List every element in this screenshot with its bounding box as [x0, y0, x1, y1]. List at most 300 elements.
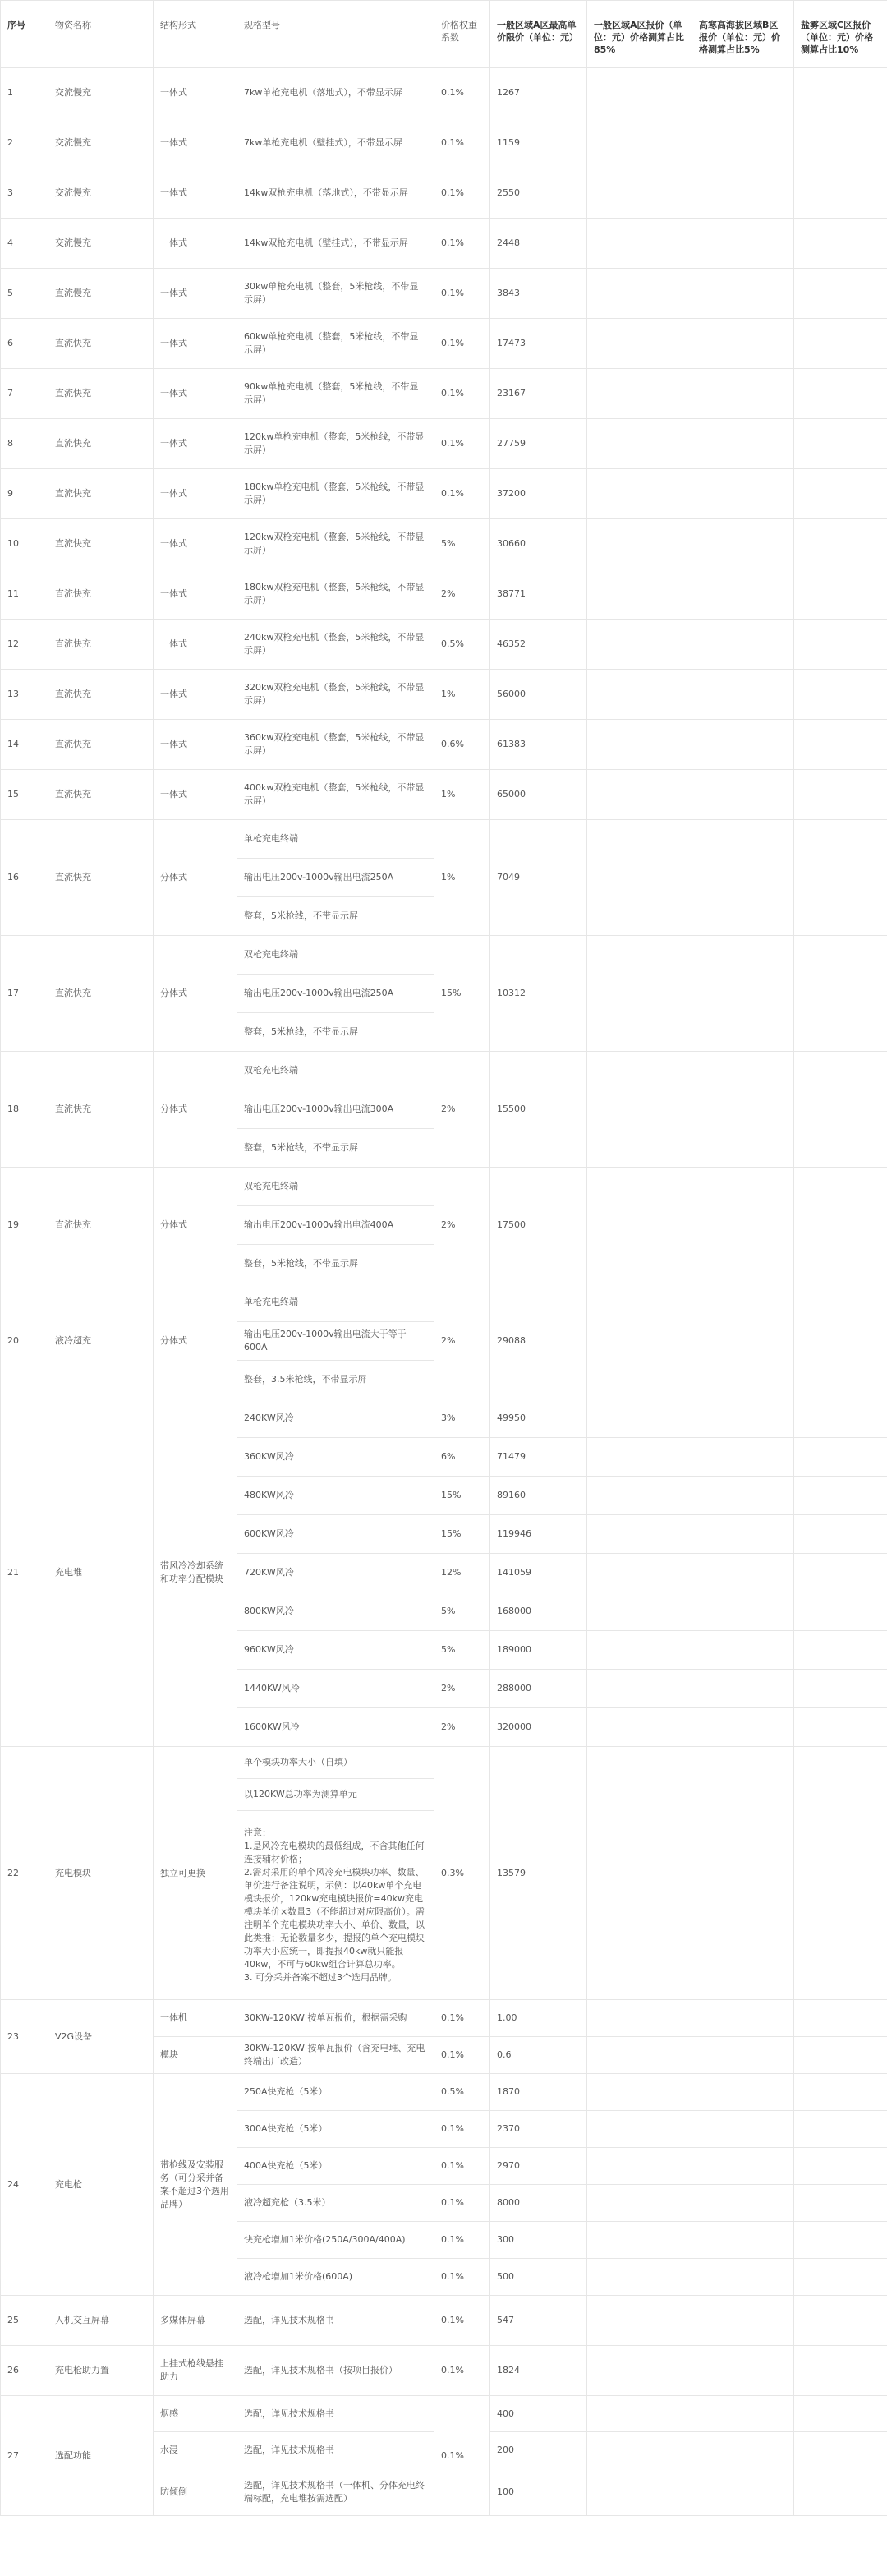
row-weight: 0.1% [434, 2396, 490, 2516]
table-row [1, 936, 887, 975]
table-row [1, 168, 887, 219]
row-spec: 90kw单枪充电机（整套，5米枪线，不带显示屏） [237, 369, 434, 419]
price-c-cell [794, 2259, 887, 2296]
row-index: 24 [1, 2074, 48, 2296]
price-a-cell [587, 2148, 692, 2185]
price-b-cell [692, 1168, 794, 1283]
price-a-cell [587, 319, 692, 369]
price-b-cell [692, 2468, 794, 2516]
price-c-cell [794, 2432, 887, 2468]
row-spec: 30KW-120KW 按单瓦报价，根据需采购 [237, 2000, 434, 2037]
price-c-cell [794, 1708, 887, 1747]
row-structure: 一体式 [154, 569, 237, 620]
row-index: 12 [1, 620, 48, 670]
row-spec: 整套，5米枪线，不带显示屏 [237, 1129, 434, 1168]
row-price-limit: 1870 [490, 2074, 587, 2111]
row-name: 直流快充 [48, 1168, 154, 1283]
price-b-cell [692, 2396, 794, 2432]
price-b-cell [692, 670, 794, 720]
row-index: 4 [1, 219, 48, 269]
table-row [1, 68, 887, 118]
row-index: 5 [1, 269, 48, 319]
row-spec: 双枪充电终端 [237, 1168, 434, 1206]
row-spec: 输出电压200v-1000v输出电流300A [237, 1090, 434, 1129]
row-structure: 带风冷冷却系统和功率分配模块 [154, 1399, 237, 1747]
price-b-cell [692, 2111, 794, 2148]
row-weight: 2% [434, 1670, 490, 1708]
row-price-limit: 89160 [490, 1477, 587, 1515]
table-row [1, 419, 887, 469]
row-spec: 600KW风冷 [237, 1515, 434, 1554]
price-b-cell [692, 2037, 794, 2074]
row-price-limit: 65000 [490, 770, 587, 820]
row-spec: 720KW风冷 [237, 1554, 434, 1592]
row-weight: 0.1% [434, 219, 490, 269]
row-name: 交流慢充 [48, 168, 154, 219]
row-price-limit: 29088 [490, 1283, 587, 1399]
price-a-cell [587, 469, 692, 519]
price-a-cell [587, 1052, 692, 1168]
row-weight: 0.1% [434, 319, 490, 369]
row-index: 21 [1, 1399, 48, 1747]
price-b-cell [692, 2185, 794, 2222]
row-spec: 单枪充电终端 [237, 1283, 434, 1322]
row-structure: 带枪线及安装服务（可分采并备案不超过3个选用品牌） [154, 2074, 237, 2296]
row-spec: 选配，详见技术规格书（一体机、分体充电终端标配，充电堆按需选配） [237, 2468, 434, 2516]
price-a-cell [587, 1592, 692, 1631]
row-price-limit: 0.6 [490, 2037, 587, 2074]
row-weight: 1% [434, 820, 490, 936]
price-c-cell [794, 1438, 887, 1477]
row-index: 6 [1, 319, 48, 369]
price-b-cell [692, 419, 794, 469]
row-price-limit: 288000 [490, 1670, 587, 1708]
price-c-cell [794, 670, 887, 720]
row-structure: 一体式 [154, 219, 237, 269]
row-structure: 一体式 [154, 770, 237, 820]
row-weight: 1% [434, 670, 490, 720]
price-b-cell [692, 369, 794, 419]
row-weight: 15% [434, 1477, 490, 1515]
price-a-cell [587, 1399, 692, 1438]
price-b-cell [692, 219, 794, 269]
price-b-cell [692, 2074, 794, 2111]
row-index: 1 [1, 68, 48, 118]
row-price-limit: 3843 [490, 269, 587, 319]
row-price-limit: 200 [490, 2432, 587, 2468]
price-a-cell [587, 2037, 692, 2074]
price-a-cell [587, 2111, 692, 2148]
price-c-cell [794, 569, 887, 620]
row-weight: 2% [434, 1052, 490, 1168]
row-price-limit: 15500 [490, 1052, 587, 1168]
price-c-cell [794, 2346, 887, 2396]
price-b-cell [692, 620, 794, 670]
table-row [1, 770, 887, 820]
price-c-cell [794, 469, 887, 519]
table-row [1, 519, 887, 569]
header-spec: 规格型号 [237, 1, 434, 68]
table-row [1, 720, 887, 770]
row-spec: 320kw双枪充电机（整套，5米枪线，不带显示屏） [237, 670, 434, 720]
row-price-limit: 10312 [490, 936, 587, 1052]
row-price-limit: 2448 [490, 219, 587, 269]
row-price-limit: 1824 [490, 2346, 587, 2396]
row-price-limit: 168000 [490, 1592, 587, 1631]
table-row [1, 1747, 887, 1779]
row-index: 13 [1, 670, 48, 720]
price-c-cell [794, 820, 887, 936]
row-name: 交流慢充 [48, 68, 154, 118]
row-spec: 输出电压200v-1000v输出电流250A [237, 859, 434, 897]
row-index: 9 [1, 469, 48, 519]
row-weight: 15% [434, 936, 490, 1052]
price-c-cell [794, 2396, 887, 2432]
row-spec: 300A快充枪（5米） [237, 2111, 434, 2148]
price-a-cell [587, 2296, 692, 2346]
row-index: 10 [1, 519, 48, 569]
price-b-cell [692, 2222, 794, 2259]
price-c-cell [794, 2468, 887, 2516]
header-weight: 价格权重系数 [434, 1, 490, 68]
price-a-cell [587, 1168, 692, 1283]
row-spec: 240kw双枪充电机（整套，5米枪线，不带显示屏） [237, 620, 434, 670]
price-b-cell [692, 269, 794, 319]
header-row [1, 1, 887, 68]
price-b-cell [692, 1477, 794, 1515]
header-price-b: 高寒高海拔区域B区报价（单位：元）价格测算占比5% [692, 1, 794, 68]
price-a-cell [587, 2346, 692, 2396]
row-name: 直流快充 [48, 419, 154, 469]
table-row [1, 369, 887, 419]
row-structure: 一体式 [154, 469, 237, 519]
header-price-c: 盐雾区域C区报价（单位：元）价格测算占比10% [794, 1, 887, 68]
row-spec: 7kw单枪充电机（落地式），不带显示屏 [237, 68, 434, 118]
row-weight: 15% [434, 1515, 490, 1554]
price-c-cell [794, 2148, 887, 2185]
row-spec: 480KW风冷 [237, 1477, 434, 1515]
row-structure: 一体式 [154, 419, 237, 469]
row-price-limit: 1.00 [490, 2000, 587, 2037]
row-price-limit: 1159 [490, 118, 587, 168]
row-spec: 以120KW总功率为测算单元 [237, 1779, 434, 1811]
price-c-cell [794, 2037, 887, 2074]
row-price-limit: 49950 [490, 1399, 587, 1438]
row-structure: 水浸 [154, 2432, 237, 2468]
row-price-limit: 141059 [490, 1554, 587, 1592]
row-weight: 6% [434, 1438, 490, 1477]
row-structure: 一体式 [154, 118, 237, 168]
row-weight: 2% [434, 1283, 490, 1399]
row-weight: 0.1% [434, 2148, 490, 2185]
price-b-cell [692, 519, 794, 569]
row-weight: 0.1% [434, 2346, 490, 2396]
price-b-cell [692, 770, 794, 820]
table-row [1, 1168, 887, 1206]
price-b-cell [692, 1052, 794, 1168]
price-c-cell [794, 1554, 887, 1592]
row-price-limit: 7049 [490, 820, 587, 936]
row-spec: 250A快充枪（5米） [237, 2074, 434, 2111]
row-weight: 0.1% [434, 419, 490, 469]
row-structure: 上挂式枪线悬挂助力 [154, 2346, 237, 2396]
price-c-cell [794, 620, 887, 670]
row-weight: 0.1% [434, 168, 490, 219]
row-index: 19 [1, 1168, 48, 1283]
row-weight: 0.1% [434, 2037, 490, 2074]
row-spec: 14kw双枪充电机（落地式），不带显示屏 [237, 168, 434, 219]
price-a-cell [587, 1631, 692, 1670]
row-weight: 5% [434, 1631, 490, 1670]
row-spec: 整套，5米枪线，不带显示屏 [237, 897, 434, 936]
price-b-cell [692, 2346, 794, 2396]
price-c-cell [794, 419, 887, 469]
row-spec: 注意： 1.是风冷充电模块的最低组成，不含其他任何连接辅材价格； 2.需对采用的单个风冷充电模块功率、数量、单价进行备注说明，示例：以40kw单个充电模块报价，120kw充电模块报价=40kw充电模块单价×数量3（不能超过对应限高价）。需注明单个充电模块功率大小、单价、数量，以此类推；无论数量多少，提报的单个充电模块功率大小应统一，即提报40kw就只能报40kw，不可与60kw组合计算总功率。 3. 可分采并备案不超过3个选用品牌。 [237, 1811, 434, 2000]
price-b-cell [692, 1592, 794, 1631]
table-row [1, 2074, 887, 2111]
price-b-cell [692, 936, 794, 1052]
price-c-cell [794, 269, 887, 319]
row-name: 直流慢充 [48, 269, 154, 319]
row-weight: 0.1% [434, 118, 490, 168]
price-c-cell [794, 519, 887, 569]
table-row [1, 2346, 887, 2396]
row-price-limit: 23167 [490, 369, 587, 419]
price-b-cell [692, 319, 794, 369]
price-c-cell [794, 720, 887, 770]
row-spec: 240KW风冷 [237, 1399, 434, 1438]
table-row [1, 820, 887, 859]
price-a-cell [587, 118, 692, 168]
row-index: 22 [1, 1747, 48, 2000]
row-spec: 整套，3.5米枪线，不带显示屏 [237, 1361, 434, 1399]
price-c-cell [794, 2222, 887, 2259]
row-name: 直流快充 [48, 936, 154, 1052]
row-name: 直流快充 [48, 820, 154, 936]
row-spec: 选配，详见技术规格书 [237, 2432, 434, 2468]
price-c-cell [794, 1631, 887, 1670]
table-row [1, 219, 887, 269]
row-price-limit: 8000 [490, 2185, 587, 2222]
price-c-cell [794, 1168, 887, 1283]
price-a-cell [587, 2222, 692, 2259]
row-weight: 0.1% [434, 68, 490, 118]
row-weight: 2% [434, 569, 490, 620]
row-weight: 12% [434, 1554, 490, 1592]
row-weight: 3% [434, 1399, 490, 1438]
row-index: 26 [1, 2346, 48, 2396]
row-weight: 5% [434, 1592, 490, 1631]
table-row [1, 269, 887, 319]
row-spec: 选配，详见技术规格书 [237, 2396, 434, 2432]
row-name: 直流快充 [48, 319, 154, 369]
row-index: 15 [1, 770, 48, 820]
price-c-cell [794, 1283, 887, 1399]
row-price-limit: 2370 [490, 2111, 587, 2148]
row-structure: 模块 [154, 2037, 237, 2074]
price-a-cell [587, 2468, 692, 2516]
row-name: 直流快充 [48, 519, 154, 569]
row-spec: 14kw双枪充电机（壁挂式），不带显示屏 [237, 219, 434, 269]
row-name: V2G设备 [48, 2000, 154, 2074]
row-name: 人机交互屏幕 [48, 2296, 154, 2346]
row-weight: 0.1% [434, 2222, 490, 2259]
row-structure: 一体式 [154, 519, 237, 569]
table-row [1, 118, 887, 168]
price-b-cell [692, 1670, 794, 1708]
row-price-limit: 56000 [490, 670, 587, 720]
price-c-cell [794, 2111, 887, 2148]
row-price-limit: 189000 [490, 1631, 587, 1670]
price-b-cell [692, 168, 794, 219]
row-weight: 0.1% [434, 469, 490, 519]
row-spec: 整套，5米枪线，不带显示屏 [237, 1013, 434, 1052]
price-a-cell [587, 1708, 692, 1747]
row-weight: 0.1% [434, 369, 490, 419]
table-row [1, 2000, 887, 2037]
row-spec: 1440KW风冷 [237, 1670, 434, 1708]
row-price-limit: 2550 [490, 168, 587, 219]
price-c-cell [794, 1747, 887, 2000]
row-price-limit: 2970 [490, 2148, 587, 2185]
row-price-limit: 13579 [490, 1747, 587, 2000]
table-row [1, 670, 887, 720]
price-a-cell [587, 2259, 692, 2296]
row-name: 交流慢充 [48, 118, 154, 168]
table-row [1, 319, 887, 369]
row-spec: 800KW风冷 [237, 1592, 434, 1631]
row-weight: 2% [434, 1168, 490, 1283]
row-price-limit: 320000 [490, 1708, 587, 1747]
row-spec: 60kw单枪充电机（整套，5米枪线，不带显示屏） [237, 319, 434, 369]
price-c-cell [794, 2074, 887, 2111]
row-structure: 一体式 [154, 720, 237, 770]
price-a-cell [587, 1554, 692, 1592]
table-row [1, 1283, 887, 1322]
price-c-cell [794, 1399, 887, 1438]
row-name: 直流快充 [48, 770, 154, 820]
row-weight: 0.1% [434, 2259, 490, 2296]
row-weight: 0.5% [434, 2074, 490, 2111]
row-spec: 输出电压200v-1000v输出电流250A [237, 975, 434, 1013]
row-structure: 一体式 [154, 68, 237, 118]
row-structure: 分体式 [154, 1052, 237, 1168]
row-structure: 分体式 [154, 820, 237, 936]
row-spec: 快充枪增加1米价格(250A/300A/400A) [237, 2222, 434, 2259]
row-structure: 烟感 [154, 2396, 237, 2432]
row-price-limit: 547 [490, 2296, 587, 2346]
price-c-cell [794, 770, 887, 820]
price-a-cell [587, 168, 692, 219]
row-weight: 0.6% [434, 720, 490, 770]
price-a-cell [587, 2000, 692, 2037]
price-b-cell [692, 1399, 794, 1438]
row-spec: 液冷超充枪（3.5米） [237, 2185, 434, 2222]
price-a-cell [587, 519, 692, 569]
row-price-limit: 61383 [490, 720, 587, 770]
price-c-cell [794, 1592, 887, 1631]
price-a-cell [587, 2074, 692, 2111]
price-b-cell [692, 720, 794, 770]
row-weight: 1% [434, 770, 490, 820]
price-c-cell [794, 2296, 887, 2346]
price-c-cell [794, 319, 887, 369]
price-b-cell [692, 1631, 794, 1670]
table-row [1, 569, 887, 620]
price-b-cell [692, 2296, 794, 2346]
price-a-cell [587, 670, 692, 720]
row-spec: 960KW风冷 [237, 1631, 434, 1670]
price-a-cell [587, 1438, 692, 1477]
header-index: 序号 [1, 1, 48, 68]
price-a-cell [587, 68, 692, 118]
row-name: 直流快充 [48, 569, 154, 620]
row-spec: 360KW风冷 [237, 1438, 434, 1477]
row-name: 充电枪助力置 [48, 2346, 154, 2396]
row-structure: 多媒体屏幕 [154, 2296, 237, 2346]
row-weight: 0.5% [434, 620, 490, 670]
price-a-cell [587, 2185, 692, 2222]
table-row [1, 1052, 887, 1090]
price-b-cell [692, 2432, 794, 2468]
price-a-cell [587, 770, 692, 820]
row-name: 选配功能 [48, 2396, 154, 2516]
row-name: 直流快充 [48, 670, 154, 720]
row-spec: 1600KW风冷 [237, 1708, 434, 1747]
row-weight: 0.1% [434, 2185, 490, 2222]
row-spec: 180kw双枪充电机（整套，5米枪线，不带显示屏） [237, 569, 434, 620]
price-c-cell [794, 936, 887, 1052]
row-price-limit: 37200 [490, 469, 587, 519]
row-spec: 400kw双枪充电机（整套，5米枪线，不带显示屏） [237, 770, 434, 820]
price-c-cell [794, 118, 887, 168]
price-b-cell [692, 68, 794, 118]
row-name: 直流快充 [48, 620, 154, 670]
row-structure: 一体机 [154, 2000, 237, 2037]
row-index: 20 [1, 1283, 48, 1399]
row-spec: 选配，详见技术规格书 [237, 2296, 434, 2346]
price-b-cell [692, 1515, 794, 1554]
row-structure: 分体式 [154, 1168, 237, 1283]
price-a-cell [587, 1283, 692, 1399]
row-index: 18 [1, 1052, 48, 1168]
header-name: 物资名称 [48, 1, 154, 68]
row-weight: 0.1% [434, 2296, 490, 2346]
row-spec: 双枪充电终端 [237, 1052, 434, 1090]
row-name: 液冷超充 [48, 1283, 154, 1399]
row-spec: 30KW-120KW 按单瓦报价（含充电堆、充电终端出厂改造） [237, 2037, 434, 2074]
price-c-cell [794, 2185, 887, 2222]
row-index: 27 [1, 2396, 48, 2516]
price-a-cell [587, 419, 692, 469]
row-spec: 单个模块功率大小（自填） [237, 1747, 434, 1779]
price-a-cell [587, 620, 692, 670]
row-price-limit: 46352 [490, 620, 587, 670]
row-index: 16 [1, 820, 48, 936]
row-price-limit: 30660 [490, 519, 587, 569]
price-a-cell [587, 720, 692, 770]
table-row [1, 2296, 887, 2346]
price-b-cell [692, 2000, 794, 2037]
row-spec: 液冷枪增加1米价格(600A) [237, 2259, 434, 2296]
price-b-cell [692, 469, 794, 519]
price-a-cell [587, 1477, 692, 1515]
row-weight: 2% [434, 1708, 490, 1747]
row-name: 充电模块 [48, 1747, 154, 2000]
row-weight: 0.1% [434, 2000, 490, 2037]
price-a-cell [587, 1670, 692, 1708]
row-price-limit: 119946 [490, 1515, 587, 1554]
